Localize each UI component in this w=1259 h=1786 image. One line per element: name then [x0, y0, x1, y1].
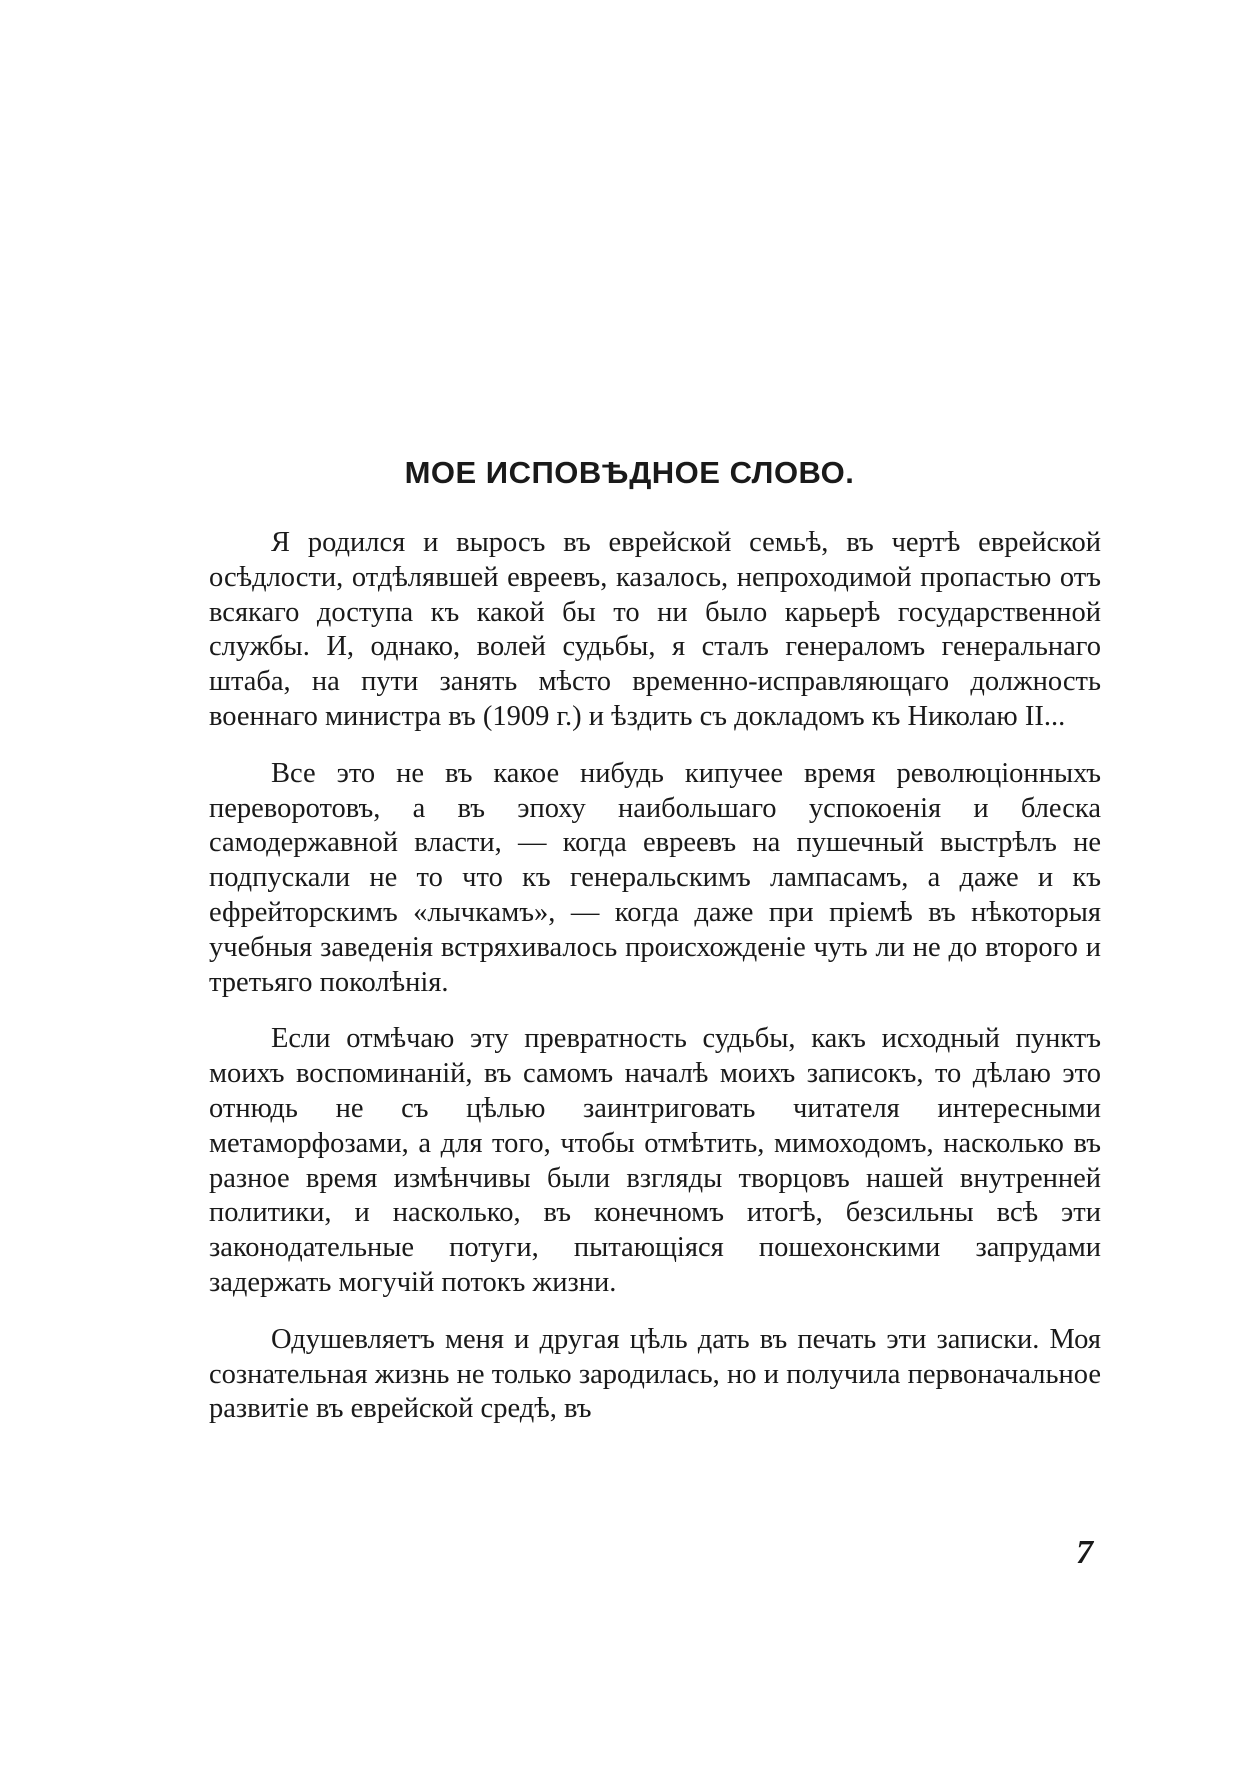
paragraph-4: Одушевляетъ меня и другая цѣль дать въ печать эти записки. Моя сознательная жизнь не только зародилась, но и получила первоначальное развитіе въ еврейской средѣ, въ: [209, 1323, 1101, 1425]
page-number: 7: [1076, 1534, 1093, 1571]
paragraph-1: Я родился и выросъ въ еврейской семьѣ, въ чертѣ еврейской осѣдлости, отдѣлявшей евреевъ, казалось, непроходимой пропастью отъ всякаго доступа къ какой бы то ни было карьерѣ государственной службы. И, однако, волей судьбы, я сталъ генераломъ генеральнаго штаба, на пути занять мѣсто временно-исправляющаго должность военнаго министра въ (1909 г.) и ѣздить съ докладомъ къ Николаю II...: [209, 527, 1101, 732]
body-text: [209, 526, 1101, 1449]
page-title: МОЕ ИСПОВѢДНОЕ СЛОВО.: [404, 455, 855, 490]
paragraph-2: Все это не въ какое нибудь кипучее время революціонныхъ переворотовъ, а въ эпоху наибольшаго успокоенія и блеска самодержавной власти, — когда евреевъ на пушечный выстрѣлъ не подпускали не то что къ генеральскимъ лампасамъ, а даже и къ ефрейторскимъ «лычкамъ», — когда даже при пріемѣ въ нѣкоторыя учебныя заведенія встряхивалось происхожденіе чуть ли не до второго и третьяго поколѣнія.: [209, 757, 1101, 998]
paragraph-3: Если отмѣчаю эту превратность судьбы, какъ исходный пунктъ моихъ воспоминаній, въ самомъ началѣ моихъ записокъ, то дѣлаю это отнюдь не съ цѣлью заинтриговать читателя интересными метаморфозами, а для того, чтобы отмѣтить, мимоходомъ, насколько въ разное время измѣнчивы были взгляды творцовъ нашей внутренней политики, и насколько, въ конечномъ итогѣ, безсильны всѣ эти законодательные потуги, пытающіяся пошехонскими запрудами задержать могучій потокъ жизни.: [209, 1023, 1101, 1298]
